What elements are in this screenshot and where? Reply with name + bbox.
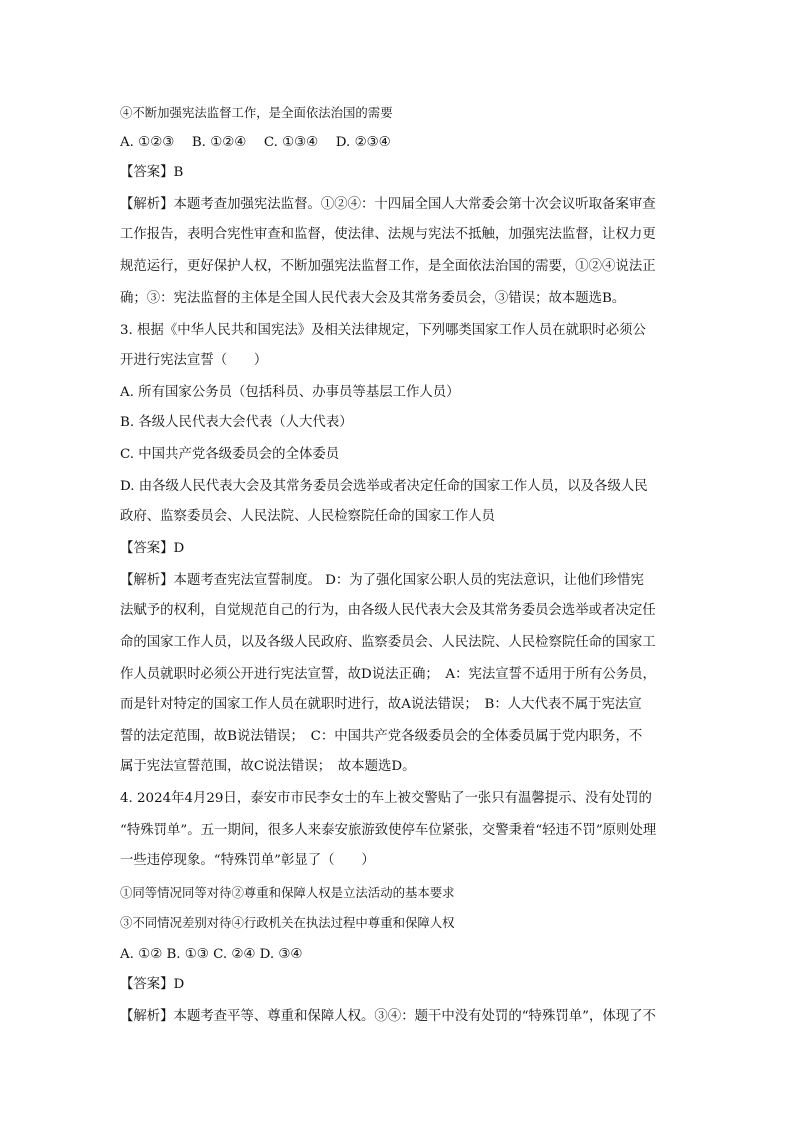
option-line: D. 由各级人民代表大会及其常务委员会选举或者决定任命的国家工作人员，以及各级人民 [120, 479, 648, 494]
question-stem: 一些违停现象。“特殊罚单”彰显了（ ） [120, 853, 375, 868]
analysis-line: 工作报告，表明合宪性审查和监督，使法律、法规与宪法不抵触，加强宪法监督，让权力更 [120, 227, 656, 242]
analysis-line: 【解析】本题考查宪法宣誓制度。 D：为了强化国家公职人员的宪法意识，让他们珍惜宪 [120, 573, 644, 588]
answer-line: 【答案】D [120, 541, 185, 556]
question-stem: 4. 2024年4月29日，泰安市市民李女士的车上被交警贴了一张只有温馨提示、没有处罚的 [120, 791, 652, 806]
analysis-line: 而是针对特定的国家工作人员在就职时进行，故A说法错误； B：人大代表不属于宪法宣 [120, 697, 642, 712]
analysis-line: 誓的法定范围，故B说法错误； C：中国共产党各级委员会的全体委员属于党内职务，不 [120, 729, 643, 744]
question-stem: 开进行宪法宣誓（ ） [120, 353, 268, 368]
statement-line: ③不同情况差别对待④行政机关在执法过程中尊重和保障人权 [120, 915, 455, 930]
analysis-line: 作人员就职时必须公开进行宪法宣誓，故D说法正确； A：宪法宣誓不适用于所有公务员， [120, 667, 656, 682]
analysis-line: 法赋予的权利，自觉规范自己的行为，由各级人民代表大会及其常务委员会选举或者决定任 [120, 603, 656, 618]
answer-options: A. ①②③ B. ①②④ C. ①③④ D. ②③④ [120, 135, 391, 150]
analysis-line: 【解析】本题考查平等、尊重和保障人权。③④：题干中没有处罚的“特殊罚单”，体现了不 [120, 1009, 656, 1024]
question-stem: “特殊罚单”。五一期间，很多人来泰安旅游致使停车位紧张，交警秉着“轻违不罚”原则处理 [120, 823, 657, 838]
analysis-line: 属于宪法宣誓范围，故C说法错误； 故本题选D。 [120, 759, 416, 774]
analysis-line: 规范运行，更好保护人权，不断加强宪法监督工作，是全面依法治国的需要，①②④说法正 [120, 259, 656, 274]
answer-options: A. ①② B. ①③ C. ②④ D. ③④ [120, 947, 303, 962]
statement-line: ①同等情况同等对待②尊重和保障人权是立法活动的基本要求 [120, 885, 455, 900]
answer-line: 【答案】B [120, 165, 184, 180]
option-line: ④不断加强宪法监督工作，是全面依法治国的需要 [120, 105, 393, 120]
option-line: 政府、监察委员会、人民法院、人民检察院任命的国家工作人员 [120, 509, 495, 524]
analysis-line: 命的国家工作人员，以及各级人民政府、监察委员会、人民法院、人民检察院任命的国家工 [120, 635, 656, 650]
option-line: C. 中国共产党各级委员会的全体委员 [120, 447, 340, 462]
answer-line: 【答案】D [120, 977, 185, 992]
question-stem: 3. 根据《中华人民共和国宪法》及相关法律规定，下列哪类国家工作人员在就职时必须公 [120, 323, 646, 338]
analysis-line: 【解析】本题考查加强宪法监督。①②④：十四届全国人大常委会第十次会议听取备案审查 [120, 197, 656, 212]
option-line: B. 各级人民代表大会代表（人大代表） [120, 415, 353, 430]
analysis-line: 确；③：宪法监督的主体是全国人民代表大会及其常务委员会，③错误；故本题选B。 [120, 291, 626, 306]
option-line: A. 所有国家公务员（包括科员、办事员等基层工作人员） [120, 385, 460, 400]
